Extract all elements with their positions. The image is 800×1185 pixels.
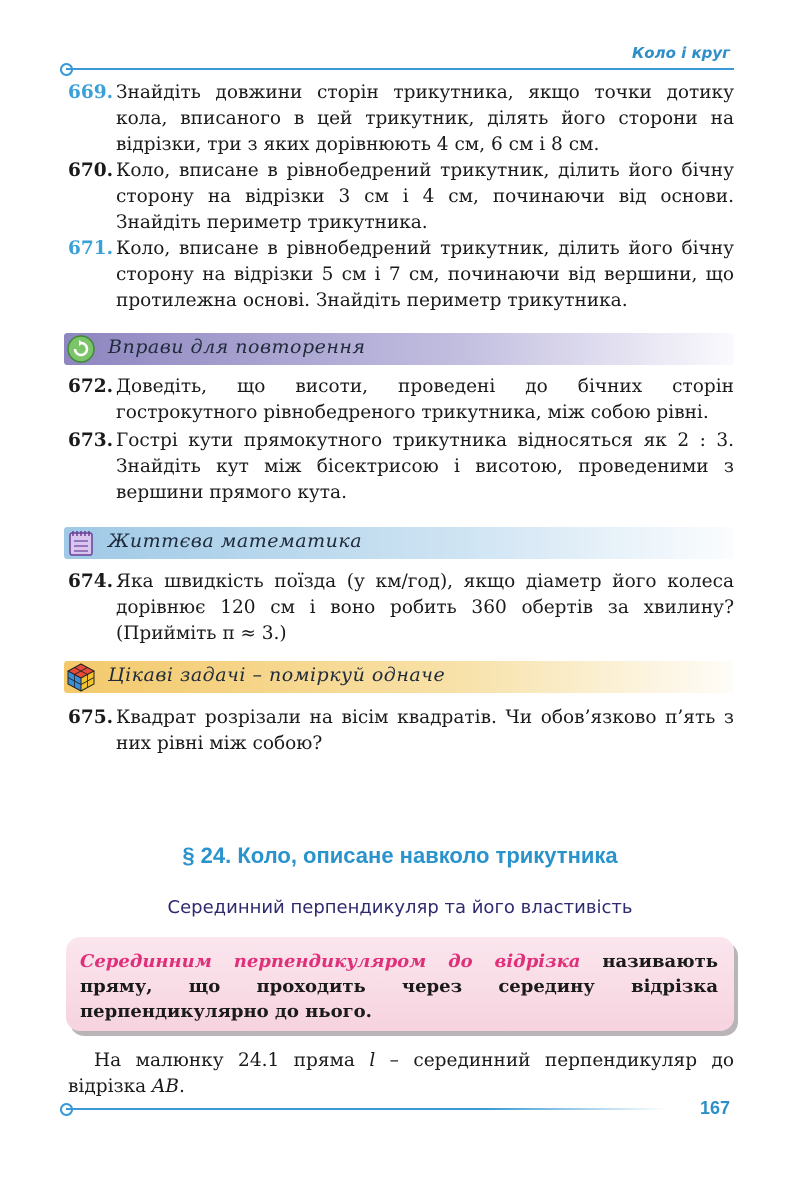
problem-number: 669. — [68, 82, 114, 103]
segment-symbol: AB — [152, 1076, 180, 1097]
subsection-title: Серединний перпендикуляр та його властивість — [167, 897, 633, 918]
problem-673 — [68, 428, 734, 506]
banner-label: Життєва математика — [108, 530, 363, 552]
problem-675 — [68, 705, 734, 757]
problem-number: 670. — [68, 160, 114, 181]
page-number: 167 — [699, 1098, 730, 1118]
problem-669 — [68, 80, 734, 158]
recycle-icon — [66, 334, 96, 364]
problem-text: Гострі кути прямокутного трикутника відносяться як 2 : 3. Знайдіть кут між бісектрисою і висотою, проведеними з вершини прямого кута. — [116, 430, 734, 503]
problem-number: 672. — [68, 376, 114, 397]
top-rule — [66, 68, 734, 70]
definition-box — [66, 937, 734, 1031]
problem-text: Коло, вписане в рівнобедрений трикутник, ділить його бічну сторону на відрізки 3 см і 4 см, починаючи від основи. Знайдіть периметр трикутника. — [116, 160, 734, 233]
cube-icon — [66, 662, 96, 692]
body-paragraph — [68, 1048, 734, 1100]
banner-life-math — [64, 527, 734, 559]
body-text-part: На малюнку 24.1 пряма — [94, 1050, 370, 1071]
body-text-part: – серединний перпендикуляр до відрізка — [68, 1050, 735, 1097]
problem-number: 674. — [68, 571, 114, 592]
problem-672 — [68, 374, 734, 426]
banner-label: Вправи для повторення — [108, 336, 366, 358]
definition-rest: називають пряму, що проходить через середину відрізка перпендикулярно до нього. — [80, 951, 718, 1022]
definition-text — [66, 937, 734, 1024]
definition-term: Серединним перпендикуляром до відрізка — [80, 951, 581, 972]
problem-number: 673. — [68, 430, 114, 451]
problem-text: Коло, вписане в рівнобедрений трикутник, ділить його бічну сторону на відрізки 5 см і 7 см, починаючи від вершини, що протилежна основі. Знайдіть периметр трикутника. — [116, 238, 734, 311]
problem-text: Квадрат розрізали на вісім квадратів. Чи обов’язково п’ять з них рівні між собою? — [116, 707, 734, 754]
problem-674 — [68, 569, 734, 647]
body-text-part: . — [179, 1076, 185, 1097]
problem-text: Знайдіть довжини сторін трикутника, якщо точки дотику кола, вписаного в цей трикутник, ділять його сторони на відрізки, три з яких дорівнюють 4 см, 6 см і 8 см. — [116, 82, 734, 155]
problem-number: 671. — [68, 238, 114, 259]
bottom-rule — [66, 1108, 666, 1110]
banner-label: Цікаві задачі – поміркуй одначе — [108, 664, 446, 686]
notebook-icon — [66, 528, 96, 558]
running-head: Коло і круг — [632, 44, 730, 62]
line-symbol: l — [369, 1050, 376, 1071]
problem-text: Доведіть, що висоти, проведені до бічних сторін гострокутного рівнобедреного трикутника, між собою рівні. — [116, 376, 734, 423]
problem-670 — [68, 158, 734, 236]
problem-text: Яка швидкість поїзда (у км/год), якщо діаметр його колеса дорівнює 120 см і воно робить 360 обертів за хвилину? (Прийміть π ≈ 3.) — [116, 571, 734, 644]
banner-interesting — [64, 661, 734, 693]
banner-review — [64, 333, 734, 365]
problem-number: 675. — [68, 707, 114, 728]
section-title: § 24. Коло, описане навколо трикутника — [182, 843, 618, 868]
problem-671 — [68, 236, 734, 314]
